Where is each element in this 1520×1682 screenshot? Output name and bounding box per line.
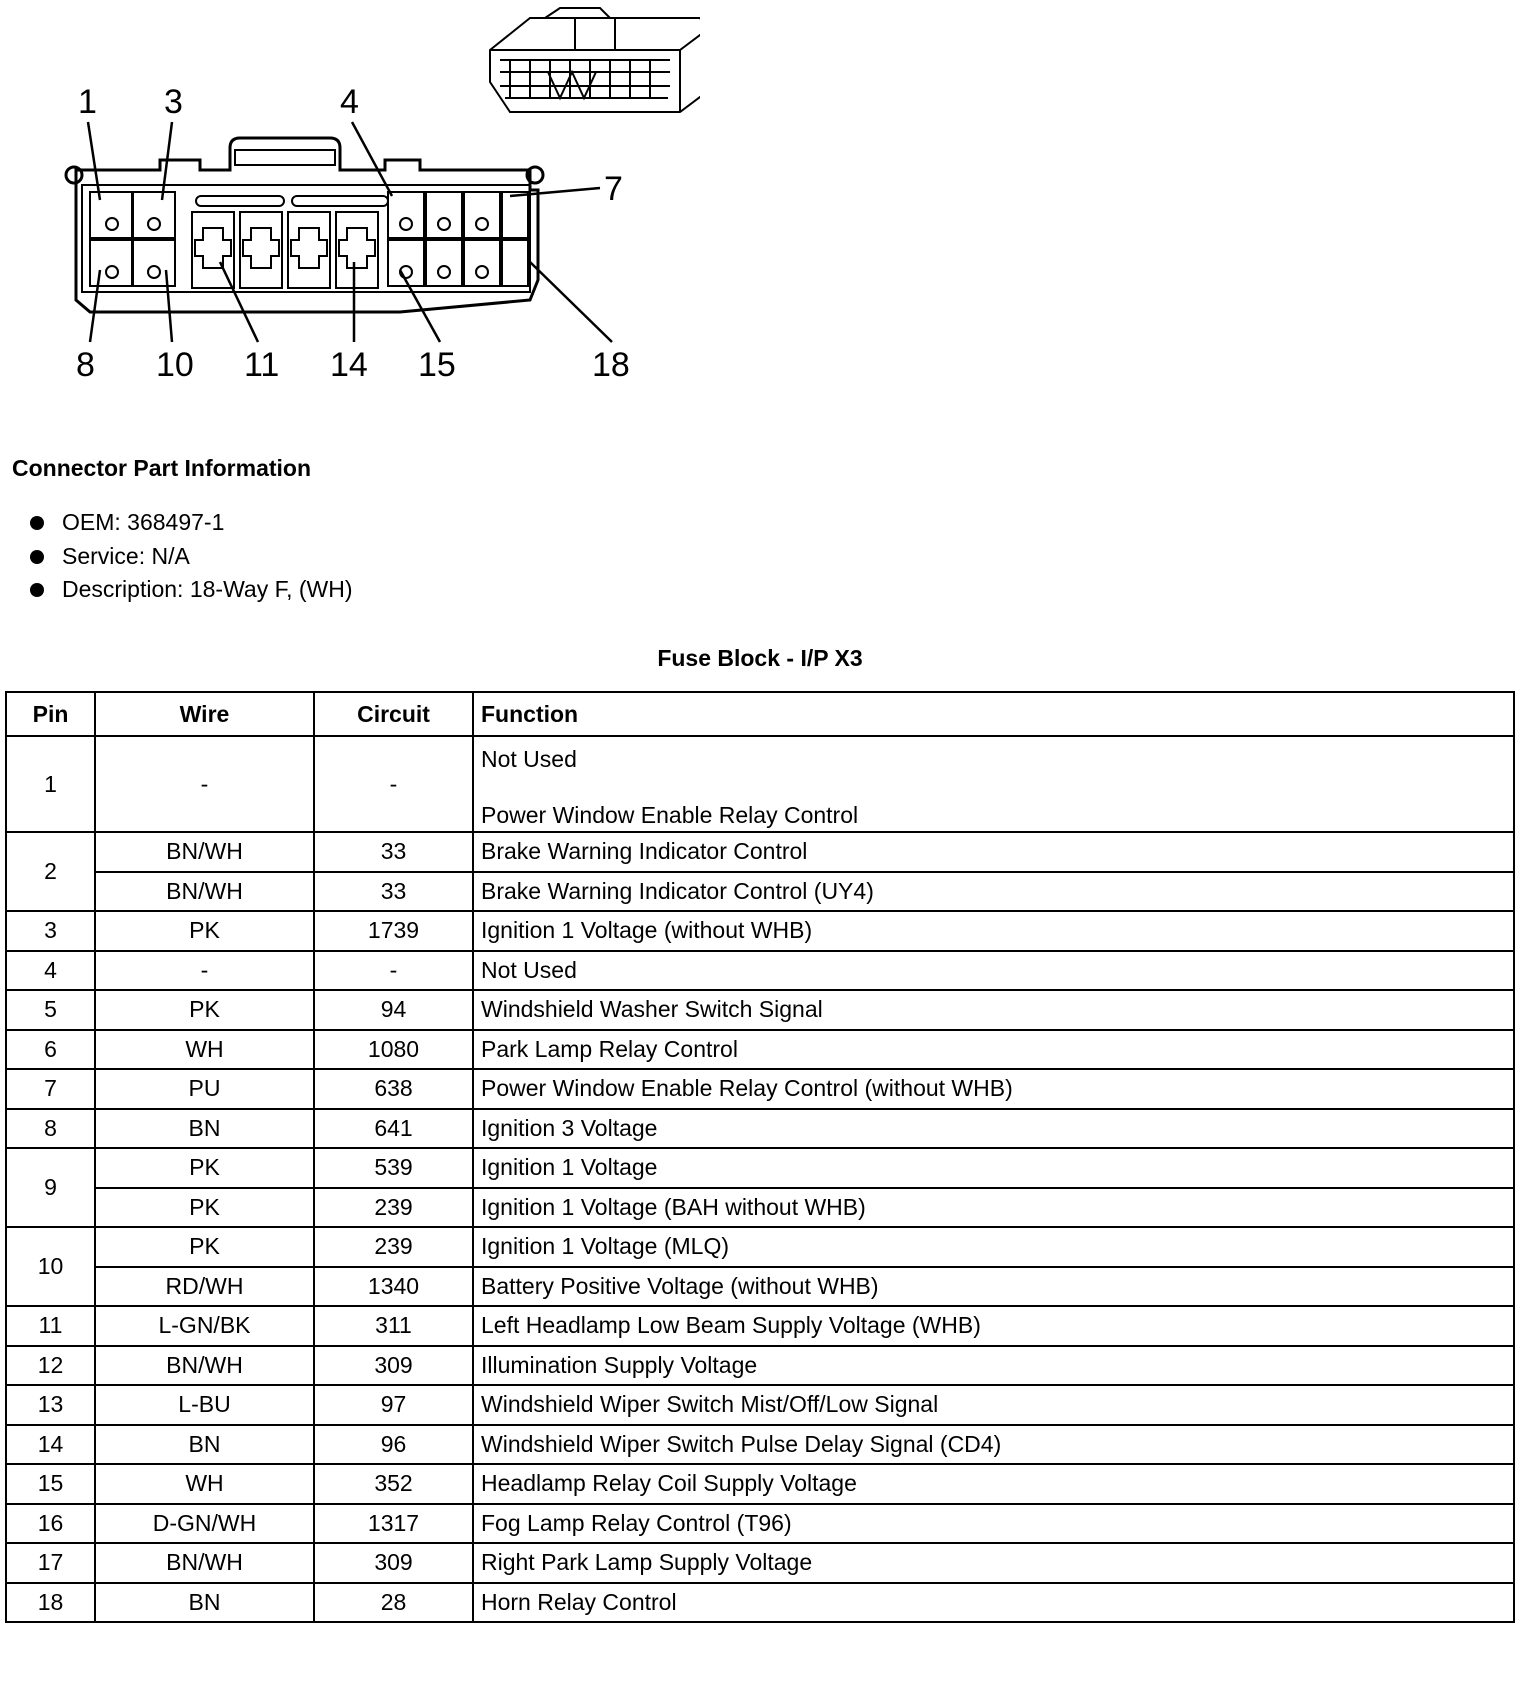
cell-circuit: - [314, 736, 473, 832]
terminal-cavities-right [388, 192, 528, 286]
list-item [30, 506, 353, 540]
table-row [6, 736, 1514, 832]
cell-circuit: 638 [314, 1069, 473, 1109]
table-row [6, 911, 1514, 951]
list-item [30, 573, 353, 607]
cell-circuit: 641 [314, 1109, 473, 1149]
cell-function: Ignition 1 Voltage (MLQ) [473, 1227, 1514, 1267]
bullet-icon [30, 550, 44, 564]
cell-function: Ignition 1 Voltage (without WHB) [473, 911, 1514, 951]
table-row [6, 1425, 1514, 1465]
table-title: Fuse Block - I/P X3 [657, 645, 863, 671]
cell-circuit: 94 [314, 990, 473, 1030]
cell-wire: PK [95, 1188, 314, 1228]
table-row [6, 1227, 1514, 1267]
connector-diagram [0, 0, 700, 400]
cell-pin: 1 [6, 736, 95, 832]
cell-function: Headlamp Relay Coil Supply Voltage [473, 1464, 1514, 1504]
cell-function: Left Headlamp Low Beam Supply Voltage (WHB) [473, 1306, 1514, 1346]
cell-function: Windshield Wiper Switch Pulse Delay Signal (CD4) [473, 1425, 1514, 1465]
cell-wire: D-GN/WH [95, 1504, 314, 1544]
cell-wire: PK [95, 911, 314, 951]
cell-circuit: 33 [314, 832, 473, 872]
cell-wire: - [95, 736, 314, 832]
cell-function: Windshield Wiper Switch Mist/Off/Low Signal [473, 1385, 1514, 1425]
cell-pin: 7 [6, 1069, 95, 1109]
cell-pin: 3 [6, 911, 95, 951]
table-row [6, 951, 1514, 991]
cell-pin: 15 [6, 1464, 95, 1504]
cell-wire: PK [95, 1227, 314, 1267]
pin-table [5, 691, 1515, 1623]
cell-function: Park Lamp Relay Control [473, 1030, 1514, 1070]
pin-label: 8 [76, 346, 95, 384]
list-item [30, 540, 353, 574]
bullet-icon [30, 516, 44, 530]
table-row [6, 1109, 1514, 1149]
function-line: Not Used [481, 746, 577, 772]
cell-circuit: 1340 [314, 1267, 473, 1307]
cell-function: Ignition 1 Voltage (BAH without WHB) [473, 1188, 1514, 1228]
cell-function: Right Park Lamp Supply Voltage [473, 1543, 1514, 1583]
list-item-text: Service: N/A [62, 542, 190, 569]
table-row [6, 872, 1514, 912]
cell-function: Battery Positive Voltage (without WHB) [473, 1267, 1514, 1307]
cell-circuit: 28 [314, 1583, 473, 1623]
cell-wire: BN/WH [95, 872, 314, 912]
cell-pin: 4 [6, 951, 95, 991]
cell-function: Power Window Enable Relay Control (without WHB) [473, 1069, 1514, 1109]
table-header-row [6, 692, 1514, 736]
pin-label: 11 [244, 346, 280, 384]
cell-function: Illumination Supply Voltage [473, 1346, 1514, 1386]
cell-wire: L-GN/BK [95, 1306, 314, 1346]
cell-function: Brake Warning Indicator Control [473, 832, 1514, 872]
pin-label: 15 [418, 346, 456, 384]
cell-function: Horn Relay Control [473, 1583, 1514, 1623]
terminal-cavities-left [90, 192, 175, 286]
list-item-text: OEM: 368497-1 [62, 509, 225, 535]
pin-label: 14 [330, 346, 368, 384]
table-row [6, 1148, 1514, 1188]
function-line: Power Window Enable Relay Control [481, 802, 859, 828]
cell-pin: 18 [6, 1583, 95, 1623]
cell-pin: 9 [6, 1148, 95, 1227]
cell-function: Windshield Washer Switch Signal [473, 990, 1514, 1030]
cell-function: Ignition 1 Voltage [473, 1148, 1514, 1188]
pin-label: 18 [592, 346, 630, 384]
pin-label: 3 [164, 83, 183, 121]
cell-wire: L-BU [95, 1385, 314, 1425]
connector-3d-icon [490, 8, 700, 112]
cell-pin: 14 [6, 1425, 95, 1465]
column-header-wire: Wire [95, 692, 314, 736]
table-row [6, 1069, 1514, 1109]
pin-label: 10 [156, 346, 194, 384]
cell-circuit: 239 [314, 1188, 473, 1228]
part-info-heading: Connector Part Information [12, 455, 312, 481]
cell-wire: PK [95, 1148, 314, 1188]
table-row [6, 1346, 1514, 1386]
cell-wire: BN/WH [95, 1543, 314, 1583]
cell-wire: BN/WH [95, 832, 314, 872]
cell-pin: 13 [6, 1385, 95, 1425]
pin-label: 7 [604, 170, 623, 208]
cell-circuit: - [314, 951, 473, 991]
table-row [6, 1504, 1514, 1544]
column-header-function: Function [473, 692, 1514, 736]
cell-wire: BN/WH [95, 1346, 314, 1386]
cell-circuit: 239 [314, 1227, 473, 1267]
cell-wire: RD/WH [95, 1267, 314, 1307]
bullet-icon [30, 583, 44, 597]
table-row [6, 1306, 1514, 1346]
cell-circuit: 1739 [314, 911, 473, 951]
cell-pin: 11 [6, 1306, 95, 1346]
cell-circuit: 309 [314, 1543, 473, 1583]
table-row [6, 1464, 1514, 1504]
pin-label: 1 [78, 83, 97, 121]
cell-wire: BN [95, 1425, 314, 1465]
cell-circuit: 1317 [314, 1504, 473, 1544]
cell-function: Fog Lamp Relay Control (T96) [473, 1504, 1514, 1544]
cell-wire: BN [95, 1583, 314, 1623]
table-row [6, 1267, 1514, 1307]
cell-wire: WH [95, 1464, 314, 1504]
cell-function: Brake Warning Indicator Control (UY4) [473, 872, 1514, 912]
table-row [6, 990, 1514, 1030]
table-row [6, 832, 1514, 872]
cell-wire: PK [95, 990, 314, 1030]
table-row [6, 1188, 1514, 1228]
column-header-circuit: Circuit [314, 692, 473, 736]
cell-wire: BN [95, 1109, 314, 1149]
column-header-pin: Pin [6, 692, 95, 736]
cell-circuit: 97 [314, 1385, 473, 1425]
cell-pin: 2 [6, 832, 95, 911]
table-row [6, 1583, 1514, 1623]
table-row [6, 1543, 1514, 1583]
cell-circuit: 311 [314, 1306, 473, 1346]
table-row [6, 1030, 1514, 1070]
cell-pin: 17 [6, 1543, 95, 1583]
cell-function [473, 736, 1514, 832]
pin-label: 4 [340, 83, 359, 121]
cell-circuit: 352 [314, 1464, 473, 1504]
cell-pin: 12 [6, 1346, 95, 1386]
cell-wire: - [95, 951, 314, 991]
part-info-list [30, 506, 353, 607]
cell-function: Ignition 3 Voltage [473, 1109, 1514, 1149]
cell-wire: PU [95, 1069, 314, 1109]
cell-function: Not Used [473, 951, 1514, 991]
cell-circuit: 1080 [314, 1030, 473, 1070]
cell-pin: 10 [6, 1227, 95, 1306]
cell-pin: 8 [6, 1109, 95, 1149]
cell-wire: WH [95, 1030, 314, 1070]
cell-circuit: 33 [314, 872, 473, 912]
table-row [6, 1385, 1514, 1425]
list-item-text: Description: 18-Way F, (WH) [62, 576, 353, 602]
cell-pin: 16 [6, 1504, 95, 1544]
cell-pin: 6 [6, 1030, 95, 1070]
cell-pin: 5 [6, 990, 95, 1030]
cell-circuit: 539 [314, 1148, 473, 1188]
cell-circuit: 96 [314, 1425, 473, 1465]
cell-circuit: 309 [314, 1346, 473, 1386]
